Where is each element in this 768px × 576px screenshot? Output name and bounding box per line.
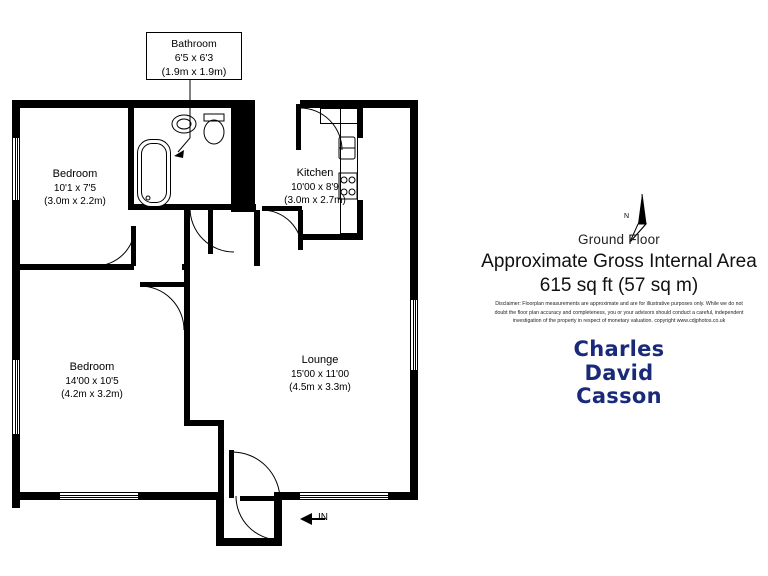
room-name: Bedroom <box>52 168 98 180</box>
room-metric: (3.0m x 2.7m) <box>284 194 346 206</box>
brand-line-3: Casson <box>576 384 662 409</box>
floor-label: Ground Floor <box>578 232 660 247</box>
compass-north-label: N <box>624 213 630 220</box>
bathroom-callout <box>146 32 242 80</box>
area-heading: Approximate Gross Internal Area <box>481 251 757 272</box>
room-metric: (3.0m x 2.2m) <box>44 195 106 207</box>
room-label-bedroom-small <box>20 167 130 208</box>
callout-name: Bathroom <box>171 38 217 50</box>
area-info <box>470 232 768 297</box>
room-imperial: 10'00 x 8'9 <box>291 181 339 193</box>
room-name: Kitchen <box>296 167 334 179</box>
area-value: 615 sq ft (57 sq m) <box>539 275 699 296</box>
room-label-bedroom-main <box>22 360 162 401</box>
entrance-label: IN <box>318 512 328 523</box>
brand-line-2: David <box>584 360 654 385</box>
room-imperial: 10'1 x 7'5 <box>53 182 97 194</box>
callout-leader <box>150 78 270 188</box>
room-metric: (4.5m x 3.3m) <box>289 381 351 393</box>
room-name: Bedroom <box>69 361 115 373</box>
brand-line-1: Charles <box>573 337 665 361</box>
disclaimer-text: Disclaimer: Floorplan measurements are approximate and are for illustrative purposes only. While we do not doubt the floor plan accuracy and completeness, you or your advisors should conduct a careful, independent investigation of the property in respect of monetary valuation. copyright www.cdjphotos.co.uk <box>494 301 744 325</box>
info-panel <box>470 0 768 576</box>
room-imperial: 14'00 x 10'5 <box>65 375 119 387</box>
room-label-kitchen <box>262 166 368 207</box>
room-name: Lounge <box>301 354 339 366</box>
callout-imperial: 6'5 x 6'3 <box>174 52 214 65</box>
brand-block <box>494 338 744 409</box>
room-label-lounge <box>250 353 390 394</box>
room-metric: (4.2m x 3.2m) <box>61 388 123 400</box>
callout-metric: (1.9m x 1.9m) <box>161 66 227 79</box>
room-imperial: 15'00 x 11'00 <box>290 368 350 380</box>
